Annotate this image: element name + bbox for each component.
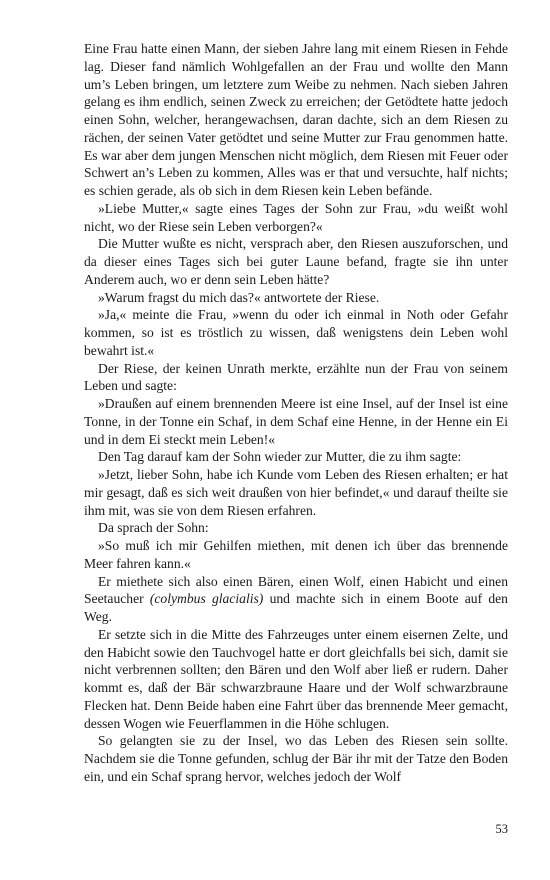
paragraph: Der Riese, der keinen Unrath merkte, erzählte nun der Frau von seinem Leben und sagte: <box>84 360 508 394</box>
paragraph: So gelangten sie zu der Insel, wo das Leben des Riesen sein sollte. Nachdem sie die Tonne gefunden, schlug der Bär ihr mit der Tatze den Boden ein, und ein Schaf sprang hervor, welches jedoch der Wolf <box>84 733 508 784</box>
paragraph: Da sprach der Sohn: <box>98 520 209 536</box>
paragraph-text: Er miethete sich also einen Bären, einen Wolf, einen Habicht und einen Seetaucher <box>84 573 508 607</box>
paragraph: »So muß ich mir Gehilfen miethen, mit denen ich über das brennende Meer fahren kann.« <box>84 538 508 571</box>
paragraph-text: und machte sich in einem Boote auf den Weg. <box>84 591 508 624</box>
paragraph: »Liebe Mutter,« sagte eines Tages der Sohn zur Frau, »du weißt wohl nicht, wo der Riese sein Leben verborgen?« <box>84 200 508 234</box>
paragraph: Den Tag darauf kam der Sohn wieder zur Mutter, die zu ihm sagte: <box>98 449 462 465</box>
paragraph: »Draußen auf einem brennenden Meere ist eine Insel, auf der Insel ist eine Tonne, in der Tonne ein Schaf, in dem Schaf eine Henne, in der Henne ein Ei und in dem Ei steckt mein Leben!« <box>84 396 508 447</box>
paragraph: Er setzte sich in die Mitte des Fahrzeuges unter einem eisernen Zelte, und den Habicht sowie den Tauchvogel hatte er dort gleichfalls bei sich, damit sie nicht verbrennen sollten; den Bären und den Wolf aber ließ er rudern. Daher kommt es, daß der Bär schwarzbraune Haare und der Wolf schwarzbraune Flecken hat. Denn Beide haben eine Fahrt über das brennende Meer gemacht, dessen Wogen wie Feuerflammen in die Höhe schlugen. <box>84 626 508 731</box>
paragraph: »Jetzt, lieber Sohn, habe ich Kunde vom Leben des Riesen erhalten; er hat mir gesagt, daß es sich weit draußen von hier befindet,« und darauf theilte sie ihm mit, was sie von dem Riesen erfahren. <box>84 467 508 518</box>
paragraph: »Ja,« meinte die Frau, »wenn du oder ich einmal in Noth oder Gefahr kommen, so ist es tröstlich zu wissen, daß wenigstens dein Leben wohl bewahrt ist.« <box>84 307 508 358</box>
page-number: 53 <box>495 822 508 836</box>
paragraph: »Warum fragst du mich das?« antwortete der Riese. <box>98 289 380 305</box>
paragraph: Die Mutter wußte es nicht, versprach aber, den Riesen auszuforschen, und da dieser eines Tages sich bei guter Laune befand, fragte sie ihn unter Anderem auch, wo er denn sein Leben hätte? <box>84 236 508 287</box>
latin-name: (colymbus glacialis) <box>149 591 264 607</box>
paragraph <box>84 573 508 626</box>
body-text <box>84 40 508 786</box>
paragraph: Eine Frau hatte einen Mann, der sieben Jahre lang mit einem Riesen in Fehde lag. Dieser fand nämlich Wohlgefallen an der Frau und wollte den Mann um’s Leben bringen, um letztere zum Weibe zu nehmen. Nach sieben Jahren gelang es ihm endlich, seinen Zweck zu erreichen; der Getödtete hatte jedoch einen Sohn, welcher, herangewachsen, daran dachte, sich an dem Riesen zu rächen, der seinen Vater getödtet und seine Mutter zur Frau genommen hatte. Es war aber dem jungen Menschen nicht möglich, dem Riesen mit Feuer oder Schwert an’s Leben zu kommen, Alles was er that und versuchte, half nichts; es schien gerade, als ob sich in dem Riesen kein Leben befände. <box>84 41 508 198</box>
